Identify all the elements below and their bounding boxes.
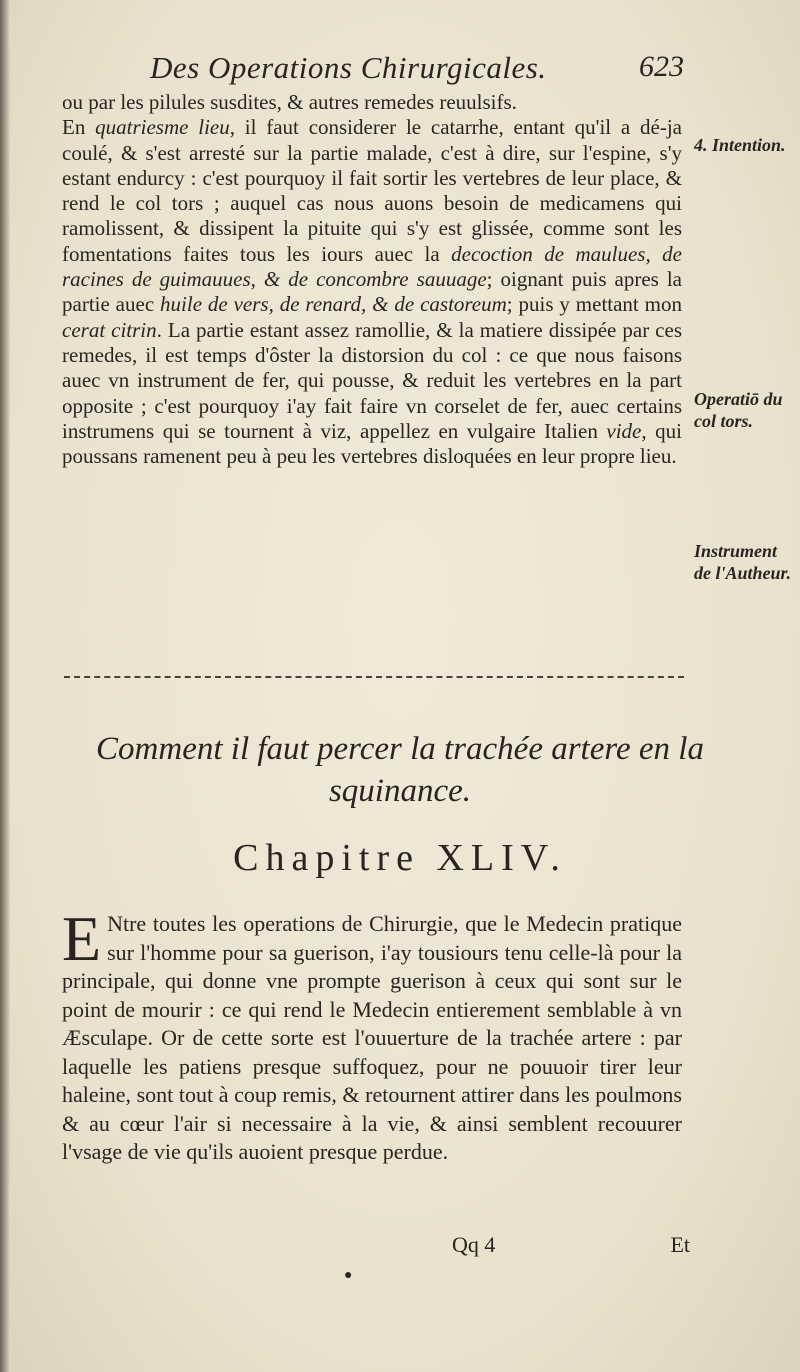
chapter-heading: Chapitre XLIV. [233, 837, 567, 879]
running-title: Des Operations Chirurgicales. [150, 50, 547, 85]
p2-ital-huile: huile de vers, de renard, & de castoreum [160, 292, 507, 317]
running-header [150, 50, 690, 94]
page-footer [440, 1232, 700, 1262]
p2-text-e: , qui poussans ramenent peu à peu les vertebres disloquées en leur propre lieu. [62, 418, 682, 469]
margin-note-instrument: Instrument de l'Autheur. [694, 541, 792, 583]
p2-ital-quatriesme: quatriesme lieu [95, 115, 230, 140]
ink-blot-ornament: ● [344, 1268, 353, 1283]
page-number: 623 [639, 50, 684, 83]
chapter-paragraph: Ntre toutes les operations de Chirurgie, que le Medecin pratique sur l'homme pour sa guerison, i'ay tousiours tenu celle-là pour la principale, qui donne vne prompte guerison à ceux qui sont sur le point de mourir : ce qui rend le Medecin entierement semblable à vn Æsculape. Or de cette sorte est l'ouuerture de la trachée artere : par laquelle les patiens presque suffoquez, pour ne pouuoir tirer leur haleine, sont tout à coup remis, & retournent attirer dans les poulmons & au cœur l'air si necessaire à la vie, & ainsi semblent recouurer l'vsage de vie qu'ils auoient presque perdue. [62, 911, 682, 1164]
p2-text-c: ; puis y mettant mon [506, 292, 682, 317]
chapter-text-block [62, 903, 682, 1167]
margin-note-intention: 4. Intention. [694, 135, 786, 155]
margin-note-operation: Operatiō du col tors. [694, 389, 783, 431]
p2-text-d: . La partie estant assez ramollie, & la matiere dissipée par ces remedes, il est temps d'ôster la distorsion du col : ce que nous faisons auec vn instrument de fer, qui pousse, & reduit les vertebres en la part opposite ; c'est pourquoy i'ay fait faire vn corselet de fer, auec certains instrumens qui se tournent à viz, appellez en vulgaire Italien [62, 317, 682, 443]
chapter-title: Comment il faut percer la trachée artere en la squinance. [96, 731, 704, 809]
p2-ital-decoction: decoction de maulues, de racines de guimauues, & de concombre sauuage [62, 241, 682, 292]
catchword: Et [670, 1232, 690, 1257]
paragraph-1: ou par les pilules susdites, & autres remedes reuulsifs. [62, 90, 517, 114]
p2-ital-vide: vide [606, 418, 642, 443]
main-text-block [62, 90, 682, 469]
p2-text-a: , il faut considerer le catarrhe, entant qu'il a dé-ja coulé, & s'est arresté sur la partie malade, c'est à dire, sur l'espine, s'y estant endurcy : c'est pourquoy il fait sortir les vertebres de leur place, & rend le col tors ; auquel cas nous auons besoin de medicamens qui ramolissent, & dissipent la pituite qui s'y est glissée, comme sont les fomentations faites tous les iours auec la [62, 115, 682, 266]
p2-text-b: ; oignant puis apres la partie auec [62, 267, 682, 317]
signature-mark: Qq 4 [452, 1232, 496, 1257]
section-divider-rule [64, 676, 684, 678]
page-gutter-shadow [0, 0, 10, 1372]
paragraph-2 [62, 115, 682, 469]
drop-cap: E [62, 903, 102, 974]
p2-ital-cerat: cerat citrin [62, 317, 157, 342]
p2-intro: En [62, 115, 96, 140]
